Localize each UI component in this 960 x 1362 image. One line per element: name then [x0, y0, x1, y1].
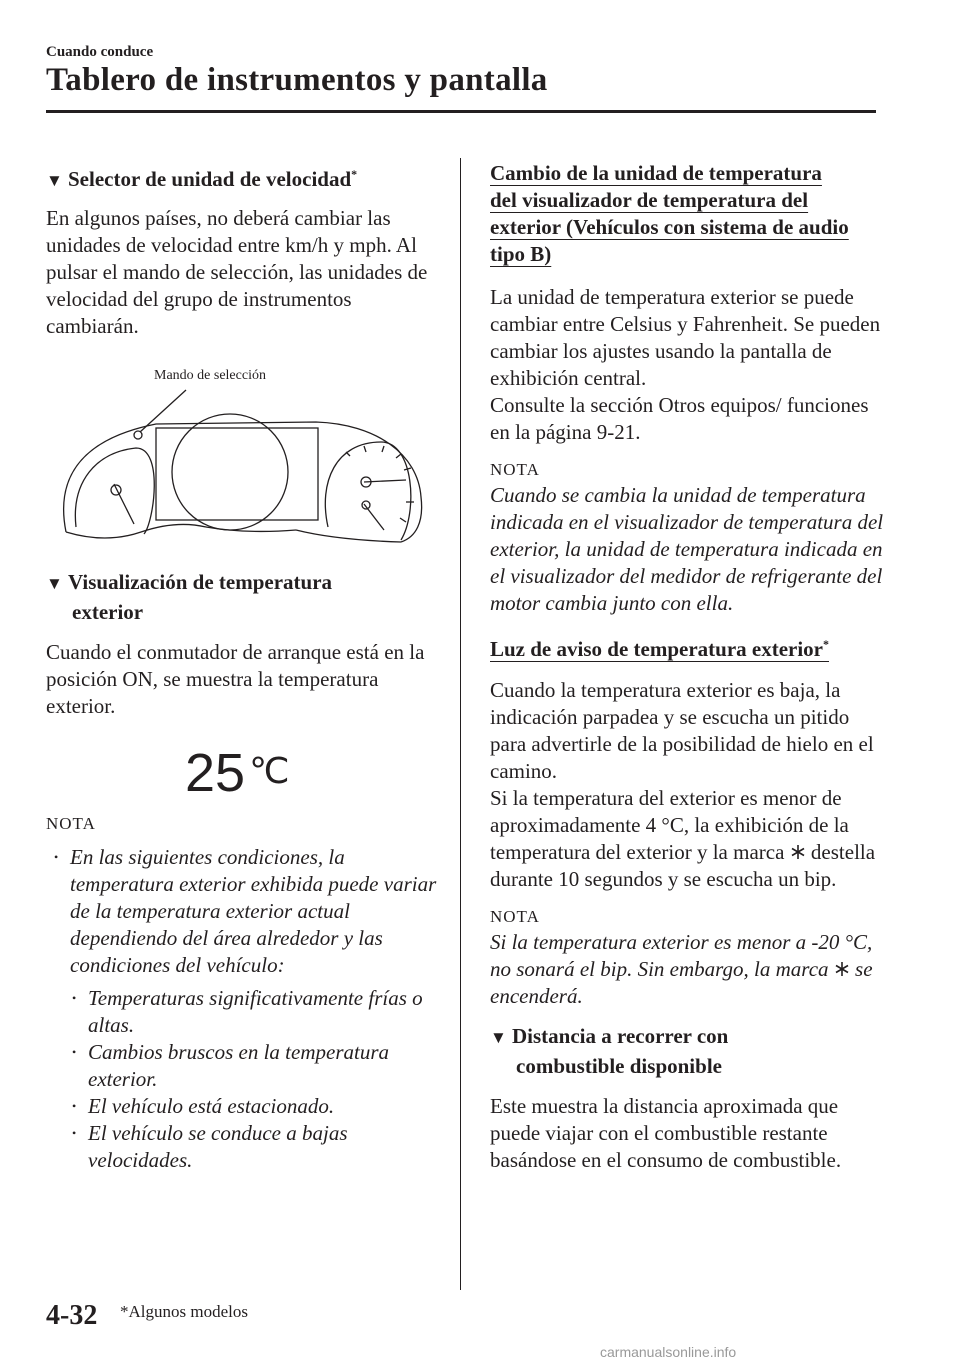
nota-text: Cuando se cambia la unidad de temperatura indicada en el visualizador de temperatura del exterior, la unidad de temperatura indicada en el visualizador del medidor de refrigerante del motor cambia junto con ella. — [490, 483, 884, 615]
temp-body: Cuando el conmutador de arranque está en la posición ON, se muestra la temperatura exterior. — [46, 640, 425, 718]
warn-body-2: Si la temperatura del exterior es menor de aproximadamente 4 °C, la exhibición de la temperatura del exterior y la marca destella durante 10 segundos y se escucha un bip. — [490, 786, 876, 891]
watermark: carmanualsonline.info — [600, 1344, 737, 1360]
speed-body: En algunos países, no deberá cambiar las unidades de velocidad entre km/h y mph. Al pulsar el mando de selección, las unidades de velocidad del grupo de instrumentos cambiarán. — [46, 206, 428, 338]
speed-heading: ▼ Selector de unidad de velocidad* — [46, 160, 441, 195]
unit-body-ref: Consulte la sección Otros equipos/ funciones en la página 9-21. — [490, 393, 869, 444]
footnote: *Algunos modelos — [120, 1302, 248, 1321]
distance-heading: ▼ Distancia a recorrer con combustible disponible — [490, 1024, 729, 1078]
temperature-unit: ℃ — [249, 750, 290, 791]
temperature-display — [185, 742, 290, 804]
list-item: • Cambios bruscos en la temperatura exterior. — [70, 1039, 441, 1093]
warn-body: Cuando la temperatura exterior es baja, la indicación parpadea y se escucha un pitido para advertirle de la posibilidad de hielo en el camino. — [490, 678, 874, 783]
temp-heading: ▼ Visualización de temperatura exterior — [46, 570, 333, 624]
warn-heading: Luz de aviso de temperatura exterior* — [490, 637, 829, 661]
right-column — [490, 160, 885, 1174]
unit-body: La unidad de temperatura exterior se puede cambiar entre Celsius y Fahrenheit. Se pueden cambiar los ajustes usando la pantalla de exhibición central. — [490, 285, 881, 390]
triangle-icon: ▼ — [490, 1028, 507, 1047]
page-title: Tablero de instrumentos y pantalla — [46, 62, 548, 98]
list-item: • El vehículo se conduce a bajas velocidades. — [70, 1120, 441, 1174]
snowflake-icon — [790, 844, 806, 860]
nota-text: Si la temperatura exterior es menor a -20 °C, no sonará el bip. Sin embargo, la marca se encenderá. — [490, 930, 873, 1008]
nota-label: NOTA — [46, 814, 96, 833]
instrument-cluster-diagram — [46, 362, 441, 552]
column-divider — [460, 158, 461, 1290]
triangle-icon: ▼ — [46, 574, 63, 593]
left-column — [46, 160, 441, 340]
temperature-value: 25 — [185, 743, 246, 803]
list-item: • El vehículo está estacionado. — [70, 1093, 441, 1120]
list-item: • Temperaturas significativamente frías o altas. — [70, 985, 441, 1039]
title-rule — [46, 110, 876, 113]
nota-label: NOTA — [490, 460, 540, 479]
unit-heading: Cambio de la unidad de temperatura del visualizador de temperatura del exterior (Vehículos con sistema de audio tipo B) — [490, 161, 849, 266]
distance-body: Este muestra la distancia aproximada que puede viajar con el combustible restante basándose en el consumo de combustible. — [490, 1094, 842, 1172]
left-nota — [46, 814, 441, 1174]
cluster-drawing — [46, 362, 441, 552]
section-label: Cuando conduce — [46, 44, 154, 60]
nota-list — [70, 985, 441, 1174]
nota-label: NOTA — [490, 907, 540, 926]
temp-section — [46, 568, 441, 720]
triangle-icon: ▼ — [46, 171, 63, 190]
nota-main: • En las siguientes condiciones, la temperatura exterior exhibida puede variar de la temperatura exterior actual dependiendo del área alrededor y las condiciones del vehículo: — [52, 844, 441, 979]
diagram-label: Mando de selección — [154, 368, 266, 383]
snowflake-icon — [834, 961, 850, 977]
page-number: 4-32 — [46, 1300, 98, 1331]
